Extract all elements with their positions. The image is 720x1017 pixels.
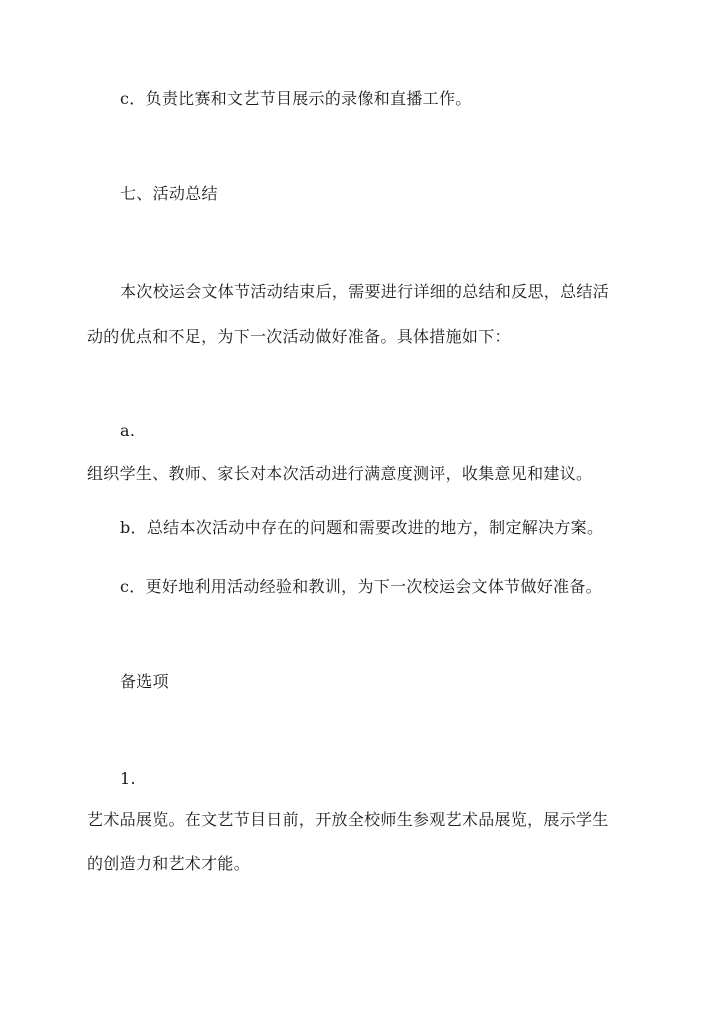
paragraph-summary-line-2: 动的优点和不足，为下一次活动做好准备。具体措施如下： — [87, 327, 511, 346]
option-art-exhibition-line-2: 的创造力和艺术才能。 — [87, 854, 251, 873]
paragraph-item-c-recording: c．负责比赛和文艺节目展示的录像和直播工作。 — [120, 89, 472, 108]
list-item-c-experience: c．更好地利用活动经验和教训，为下一次校运会文体节做好准备。 — [120, 577, 602, 596]
paragraph-summary-line-1: 本次校运会文体节活动结束后，需要进行详细的总结和反思，总结活 — [120, 282, 610, 301]
list-item-a-survey: 组织学生、教师、家长对本次活动进行满意度测评，收集意见和建议。 — [87, 464, 593, 483]
list-marker-1: 1. — [120, 769, 136, 788]
option-art-exhibition-line-1: 艺术品展览。在文艺节目日前，开放全校师生参观艺术品展览，展示学生 — [87, 810, 609, 829]
section-heading-options: 备选项 — [120, 672, 169, 691]
list-item-b-problems: b．总结本次活动中存在的问题和需要改进的地方，制定解决方案。 — [120, 518, 604, 537]
section-heading-summary: 七、活动总结 — [120, 184, 218, 203]
list-marker-a: a. — [120, 421, 136, 440]
